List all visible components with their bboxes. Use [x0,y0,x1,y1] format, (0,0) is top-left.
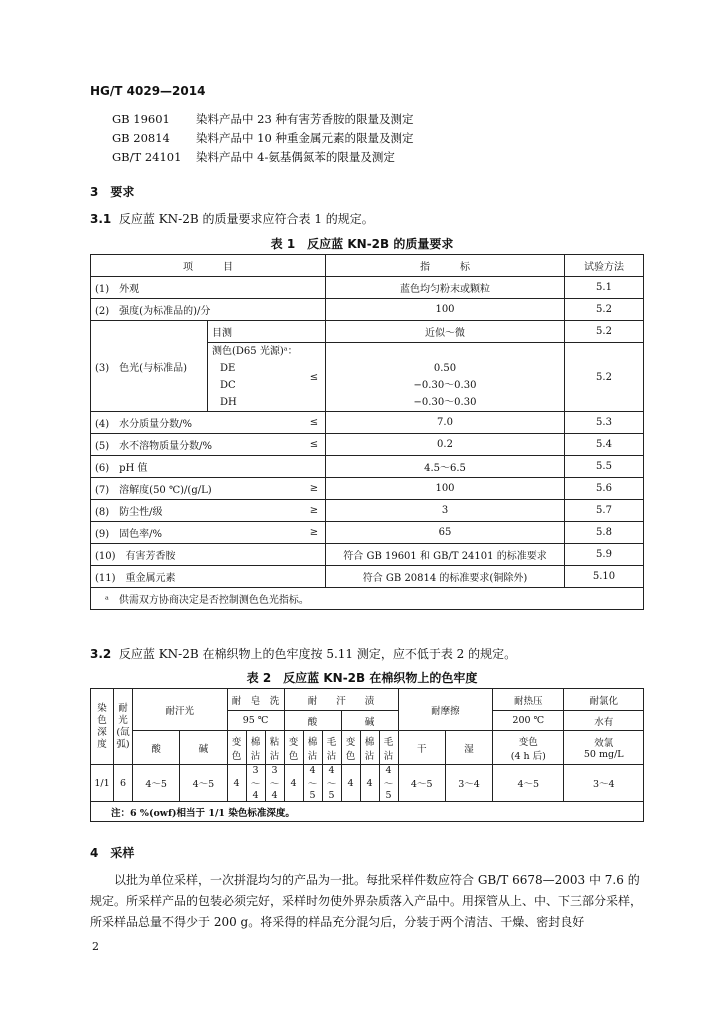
table-header-row: 项 目 指 标 试验方法 [91,255,644,277]
table-row: (8) 防尘性/级 ≥ 3 5.7 [91,500,644,522]
table-note-row: 注：6 %(owf)相当于 1/1 染色标准深度。 [91,802,644,822]
table-row: (1) 外观 蓝色均匀粉末或颗粒 5.1 [91,277,644,299]
quality-requirements-table [90,254,644,610]
normative-references [112,110,413,167]
table-row: (11) 重金属元素 符合 GB 20814 的标准要求(铜除外) 5.10 [91,566,644,588]
table-row: 测色(D65 光源)ᵃ： DE DC DH ≤ 0.50 −0.30～0.30 −0.30～0.30 5.2 [91,343,644,412]
reference-row: GB/T 24101 染料产品中 4-氨基偶氮苯的限量及测定 [112,150,395,164]
reference-row: GB 20814 染料产品中 10 种重金属元素的限量及测定 [112,131,414,145]
reference-row: GB 19601 染料产品中 23 种有害芳香胺的限量及测定 [112,112,414,126]
table-row: (7) 溶解度(50 ℃)/(g/L) ≥ 100 5.6 [91,478,644,500]
clause-3-1: 3.1 反应蓝 KN-2B 的质量要求应符合表 1 的规定。 [90,212,374,226]
table-row: 1/1 6 4～5 4～5 4 3～4 3～4 4 4～5 4～5 4 4 4～5 4～5 3～4 4～5 3～4 [91,765,644,802]
table-2-caption: 表 2 反应蓝 KN-2B 在棉织物上的色牢度 [246,671,478,685]
clause-3-2: 3.2 反应蓝 KN-2B 在棉织物上的色牢度按 5.11 测定，应不低于表 2 的规定。 [90,647,517,661]
page-number: 2 [92,940,99,953]
section-4-heading: 4 采样 [90,846,135,860]
table-row: (10) 有害芳香胺 符合 GB 19601 和 GB/T 24101 的标准要求 5.9 [91,544,644,566]
table-row: (2) 强度(为标准品的)/分 100 5.2 [91,299,644,321]
section-3-heading: 3 要求 [90,185,135,199]
table-row: (9) 固色率/% ≥ 65 5.8 [91,522,644,544]
table-footnote-row: ᵃ 供需双方协商决定是否控制测色色光指标。 [91,588,644,610]
table-1-caption: 表 1 反应蓝 KN-2B 的质量要求 [270,237,454,251]
table-row: (5) 水不溶物质量分数/% ≤ 0.2 5.4 [91,434,644,456]
section-4-paragraph: 以批为单位采样，一次拼混均匀的产品为一批。每批采样件数应符合 GB/T 6678—2003 中 7.6 的规定。所采样产品的包装必须完好，采样时勿使外界杂质落入产品中。用探管从上、中、下三部分采样，所采样品总量不得少于 200 g。将采得的样品充分混匀后，分装于两个清洁、干燥、密封良好 [90,873,643,929]
standard-header: HG/T 4029—2014 [90,84,206,98]
table-row: (4) 水分质量分数/% ≤ 7.0 5.3 [91,412,644,434]
color-fastness-table: 染色深度 耐光(氙弧) 耐汗光 耐 皂 洗 耐 汗 渍 耐摩擦 耐热压 耐氯化 95 ℃ 酸 碱 200 ℃ 水有 酸 碱 变色 棉沾 粘沾 变色 棉沾 毛沾 变色 棉沾 毛沾 干 湿 变色 (4 h 后) 效氯 50 mg/L 1/1 6 4～5 4～5 4 3～4 3～4 4 4～5 4～5 4 4 4～5 4～5 3～4 4～5 3～4 注：6 %(owf)相当于 1/1 染色标准深度。 [90,688,644,822]
table-row: (6) pH 值 4.5～6.5 5.5 [91,456,644,478]
table-row: (3) 色光(与标准品) 目测 近似～微 5.2 [91,321,644,343]
